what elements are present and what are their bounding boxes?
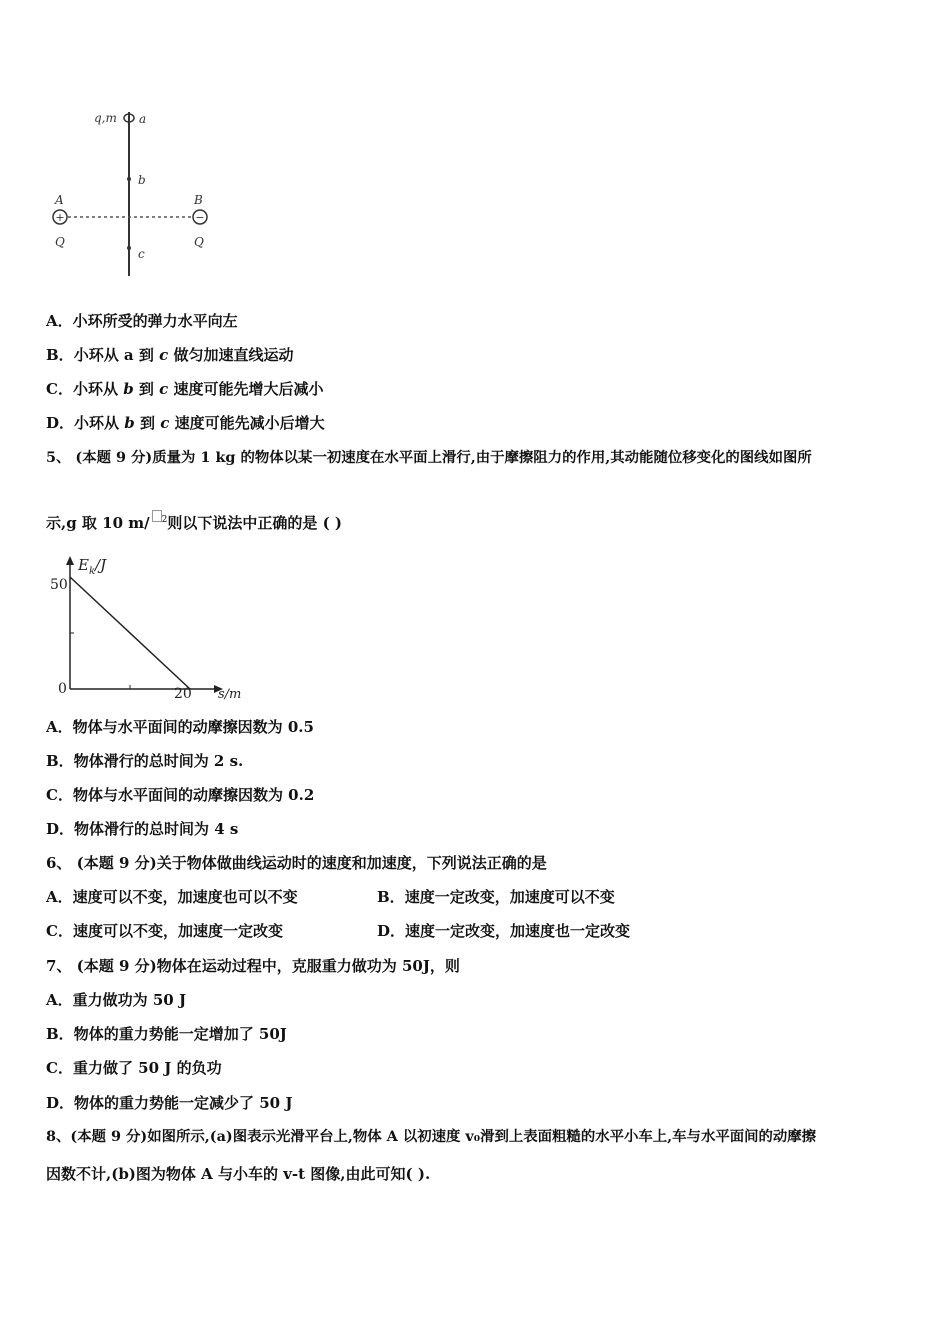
ek-s-chart: [46, 552, 256, 707]
option-text: 速度可以不变，加速度也可以不变: [72, 888, 298, 906]
option-text: 物体与水平面间的动摩擦因数为 0.2: [72, 786, 315, 804]
q6-option-c: [46, 921, 283, 941]
q7-option-d: [46, 1093, 292, 1113]
option-letter: C．: [46, 922, 73, 940]
label-QB: Q: [194, 235, 204, 249]
option-text: 物体的重力势能一定增加了 50J: [73, 1025, 287, 1043]
var-c: c: [159, 380, 169, 398]
stem-post: 则以下说法中正确的是 ( ): [167, 514, 342, 532]
q5-stem-line1: 5、 (本题 9 分)质量为 1 kg 的物体以某一初速度在水平面上滑行,由于摩擦阻力的作用,其动能随位移变化的图线如图所: [46, 449, 812, 466]
q6-option-b: [377, 887, 615, 907]
q6-option-a: [46, 887, 298, 907]
label-A: A: [55, 193, 64, 207]
q6-stem: 6、 (本题 9 分)关于物体做曲线运动时的速度和加速度，下列说法正确的是: [46, 854, 547, 872]
option-letter: B．: [46, 1025, 74, 1043]
option-text-pre: 小环从: [72, 380, 124, 398]
q7-option-c: [46, 1058, 222, 1078]
q4-option-d: [46, 413, 325, 433]
minus-sign: −: [195, 211, 205, 224]
q7-stem: 7、 (本题 9 分)物体在运动过程中，克服重力做功为 50J，则: [46, 957, 460, 975]
option-text: 速度一定改变，加速度可以不变: [404, 888, 615, 906]
option-letter: C．: [46, 786, 73, 804]
option-text-mid: 到: [134, 414, 161, 432]
option-letter: A．: [46, 718, 73, 736]
var-b: b: [123, 380, 134, 398]
q5-option-a: [46, 717, 314, 737]
q5-option-b: [46, 751, 243, 771]
option-letter: D．: [46, 820, 75, 838]
q4-figure: [48, 104, 218, 284]
var-b: b: [124, 414, 135, 432]
q7-option-a: [46, 990, 186, 1010]
option-letter: C．: [46, 1059, 73, 1077]
option-text-post: 速度可能先减小后增大: [169, 414, 325, 432]
label-b: b: [138, 173, 146, 187]
q5-stem-line2: [46, 510, 342, 533]
x-axis-label: s/m: [218, 687, 242, 702]
option-text: 速度可以不变，加速度一定改变: [72, 922, 283, 940]
y-axis-label: $E_k/J$: [78, 556, 107, 577]
point-b-dot: [127, 177, 131, 181]
option-text-pre: 小环从 a 到: [73, 346, 160, 364]
option-text-post: 速度可能先增大后减小: [168, 380, 324, 398]
q7-option-b: [46, 1024, 287, 1044]
option-letter: A．: [46, 312, 73, 330]
x-tick-label-0: 0: [58, 681, 67, 697]
var-c: c: [159, 346, 169, 364]
option-text: 小环所受的弹力水平向左: [72, 312, 238, 330]
label-QA: Q: [55, 235, 65, 249]
option-text-pre: 小环从: [74, 414, 125, 432]
option-text: 重力做功为 50 J: [72, 991, 187, 1009]
q4-option-c: [46, 379, 324, 399]
option-text-post: 做匀加速直线运动: [168, 346, 294, 364]
option-text: 物体的重力势能一定减少了 50 J: [74, 1094, 293, 1112]
option-text: 速度一定改变，加速度也一定改变: [405, 922, 631, 940]
q4-option-b: [46, 345, 293, 365]
option-text: 物体滑行的总时间为 4 s: [74, 820, 239, 838]
ek-series-line: [70, 577, 190, 689]
plus-sign: +: [55, 211, 65, 224]
option-letter: B．: [377, 888, 405, 906]
option-letter: C．: [46, 380, 73, 398]
q4-option-a: [46, 311, 238, 331]
option-letter: D．: [377, 922, 406, 940]
label-B: B: [194, 193, 203, 207]
option-letter: A．: [46, 991, 73, 1009]
missing-glyph-box: [152, 510, 162, 522]
option-letter: B．: [46, 346, 74, 364]
q5-option-c: [46, 785, 314, 805]
var-c: c: [160, 414, 170, 432]
q8-stem-line1: 8、(本题 9 分)如图所示,(a)图表示光滑平台上,物体 A 以初速度 v₀滑到上表面粗糙的水平小车上,车与水平面间的动摩擦: [46, 1128, 817, 1145]
option-letter: D．: [46, 414, 75, 432]
exponent: 2: [161, 515, 168, 525]
option-letter: D．: [46, 1094, 75, 1112]
option-letter: B．: [46, 752, 74, 770]
x-tick-label-20: 20: [174, 686, 192, 702]
stem-pre: 示,g 取 10 m/: [46, 514, 150, 532]
option-text: 物体滑行的总时间为 2 s.: [73, 752, 244, 770]
option-text-mid: 到: [133, 380, 160, 398]
option-letter: A．: [46, 888, 73, 906]
q6-option-d: [377, 921, 630, 941]
option-text: 重力做了 50 J 的负功: [72, 1059, 222, 1077]
y-axis-arrow: [66, 556, 74, 565]
label-a: a: [139, 112, 147, 126]
point-c-dot: [127, 246, 131, 250]
q8-stem-line2: 因数不计,(b)图为物体 A 与小车的 v-t 图像,由此可知( ).: [46, 1165, 431, 1183]
y-tick-label-50: 50: [50, 577, 68, 593]
label-qm: q,m: [94, 111, 117, 125]
option-text: 物体与水平面间的动摩擦因数为 0.5: [72, 718, 314, 736]
q5-option-d: [46, 819, 238, 839]
label-c: c: [138, 247, 145, 261]
